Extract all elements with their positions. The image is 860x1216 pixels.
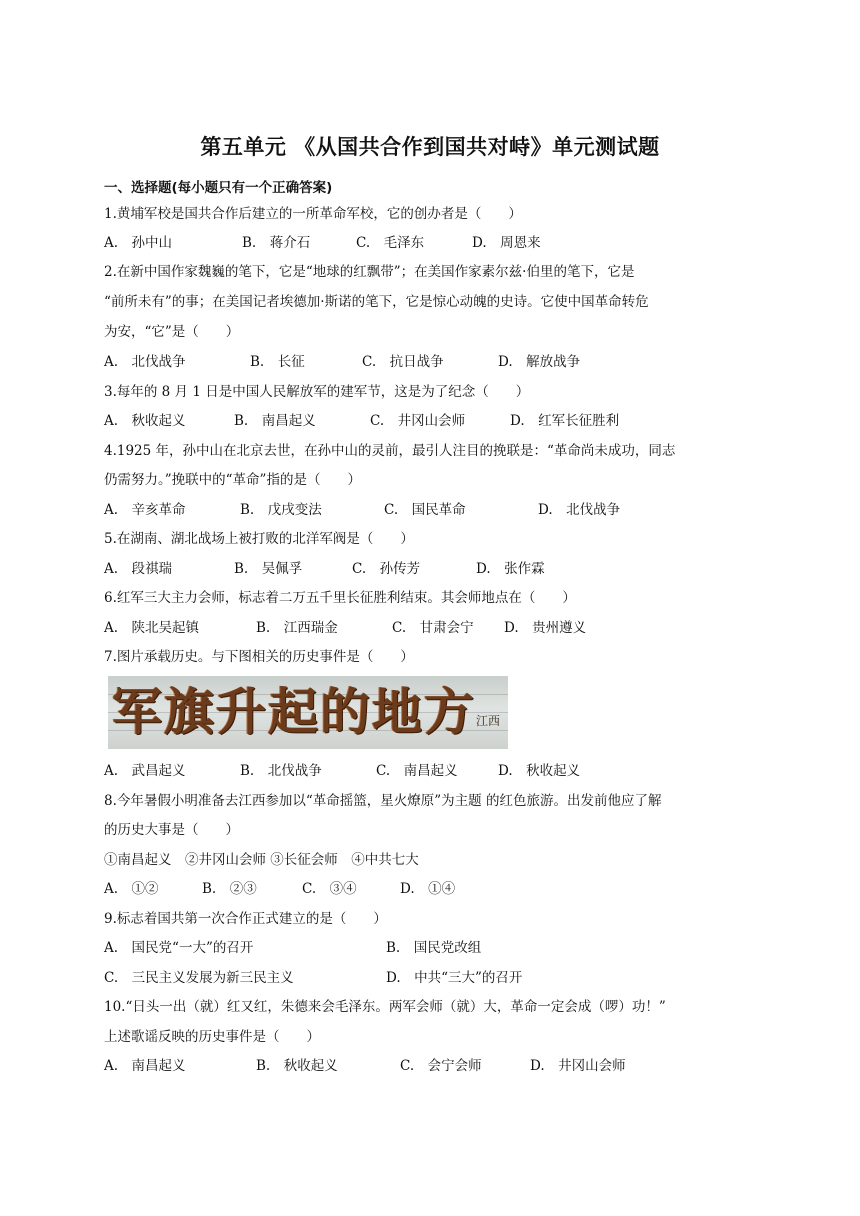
question-8-stem-line2: 的历史大事是（ ） — [104, 822, 239, 838]
option-c: C. 抗日战争 — [362, 354, 444, 370]
option-a: A. 段祺瑞 — [104, 561, 173, 577]
option-a: A. 武昌起义 — [104, 763, 186, 779]
option-c: C. 三民主义发展为新三民主义 — [104, 970, 294, 986]
junqi-banner-image — [108, 676, 508, 749]
option-c: C. 毛泽东 — [356, 235, 425, 251]
question-8-items: ①南昌起义 ②井冈山会师 ③长征会师 ④中共七大 — [104, 852, 419, 868]
question-6-stem: 6.红军三大主力会师，标志着二万五千里长征胜利结束。其会师地点在（ ） — [104, 590, 576, 606]
banner-calligraphy: 军旗升起的地方 — [112, 682, 476, 741]
option-d: D. 井冈山会师 — [530, 1058, 626, 1074]
option-c: C. 南昌起义 — [376, 763, 458, 779]
question-2-stem-line3: 为安，“它”是（ ） — [104, 324, 240, 340]
option-d: D. 红军长征胜利 — [510, 413, 620, 429]
option-d: D. 秋收起义 — [498, 763, 581, 779]
question-7-stem: 7.图片承载历史。与下图相关的历史事件是（ ） — [104, 649, 414, 665]
option-b: B. 长征 — [250, 354, 305, 370]
option-d: D. 贵州遵义 — [504, 620, 587, 636]
question-2-stem-line2: “前所未有”的事；在美国记者埃德加·斯诺的笔下，它是惊心动魄的史诗。它使中国革命转危 — [104, 294, 649, 310]
option-b: B. 南昌起义 — [234, 413, 316, 429]
option-d: D. 解放战争 — [498, 354, 581, 370]
option-b: B. ②③ — [202, 881, 257, 897]
banner-small-text: 江西 — [476, 714, 501, 728]
question-4-stem-line2: 仍需努力。”挽联中的“革命”指的是（ ） — [104, 472, 361, 488]
option-c: C. 会宁会师 — [400, 1058, 482, 1074]
option-d: D. 北伐战争 — [538, 502, 621, 518]
option-a: A. 南昌起义 — [104, 1058, 186, 1074]
option-b: B. 北伐战争 — [240, 763, 322, 779]
question-8-stem-line1: 8.今年暑假小明准备去江西参加以“革命摇篮，星火燎原”为主题 的红色旅游。出发前他应了解 — [104, 793, 662, 809]
option-a: A. 国民党“一大”的召开 — [104, 940, 254, 956]
option-a: A. 北伐战争 — [104, 354, 186, 370]
option-a: A. 秋收起义 — [104, 413, 186, 429]
question-1-stem: 1.黄埔军校是国共合作后建立的一所革命军校，它的创办者是（ ） — [104, 206, 522, 222]
option-b: B. 吴佩孚 — [234, 561, 303, 577]
question-10-stem-line2: 上述歌谣反映的历史事件是（ ） — [104, 1029, 320, 1045]
option-b: B. 戊戌变法 — [240, 502, 322, 518]
option-a: A. 陕北吴起镇 — [104, 620, 200, 636]
option-c: C. 井冈山会师 — [370, 413, 466, 429]
option-d: D. 周恩来 — [472, 235, 541, 251]
option-a: A. 孙中山 — [104, 235, 173, 251]
option-a: A. ①② — [104, 881, 159, 897]
option-a: A. 辛亥革命 — [104, 502, 186, 518]
option-b: B. 蒋介石 — [242, 235, 311, 251]
option-b: B. 秋收起义 — [256, 1058, 338, 1074]
option-c: C. 甘肃会宁 — [392, 620, 474, 636]
question-5-stem: 5.在湖南、湖北战场上被打败的北洋军阀是（ ） — [104, 531, 414, 547]
option-c: C. ③④ — [302, 881, 357, 897]
section-heading: 一、选择题(每小题只有一个正确答案) — [104, 180, 333, 196]
option-d: D. ①④ — [400, 881, 456, 897]
option-d: D. 中共“三大”的召开 — [386, 970, 523, 986]
question-9-stem: 9.标志着国共第一次合作正式建立的是（ ） — [104, 911, 387, 927]
question-4-stem-line1: 4.1925 年，孙中山在北京去世，在孙中山的灵前，最引人注目的挽联是：“革命尚未成功，同志 — [104, 443, 676, 459]
question-3-stem: 3.每年的 8 月 1 日是中国人民解放军的建军节，这是为了纪念（ ） — [104, 384, 530, 400]
option-b: B. 国民党改组 — [386, 940, 482, 956]
question-10-stem-line1: 10.“日头一出（就）红又红，朱德来会毛泽东。两军会师（就）大，革命一定会成（啰）功！” — [104, 999, 666, 1015]
option-c: C. 孙传芳 — [352, 561, 421, 577]
question-2-stem-line1: 2.在新中国作家魏巍的笔下，它是“地球的红飘带”；在美国作家素尔兹·伯里的笔下，它是 — [104, 264, 635, 280]
option-d: D. 张作霖 — [476, 561, 545, 577]
option-b: B. 江西瑞金 — [256, 620, 338, 636]
page-title: 第五单元 《从国共合作到国共对峙》单元测试题 — [200, 135, 660, 159]
option-c: C. 国民革命 — [384, 502, 466, 518]
